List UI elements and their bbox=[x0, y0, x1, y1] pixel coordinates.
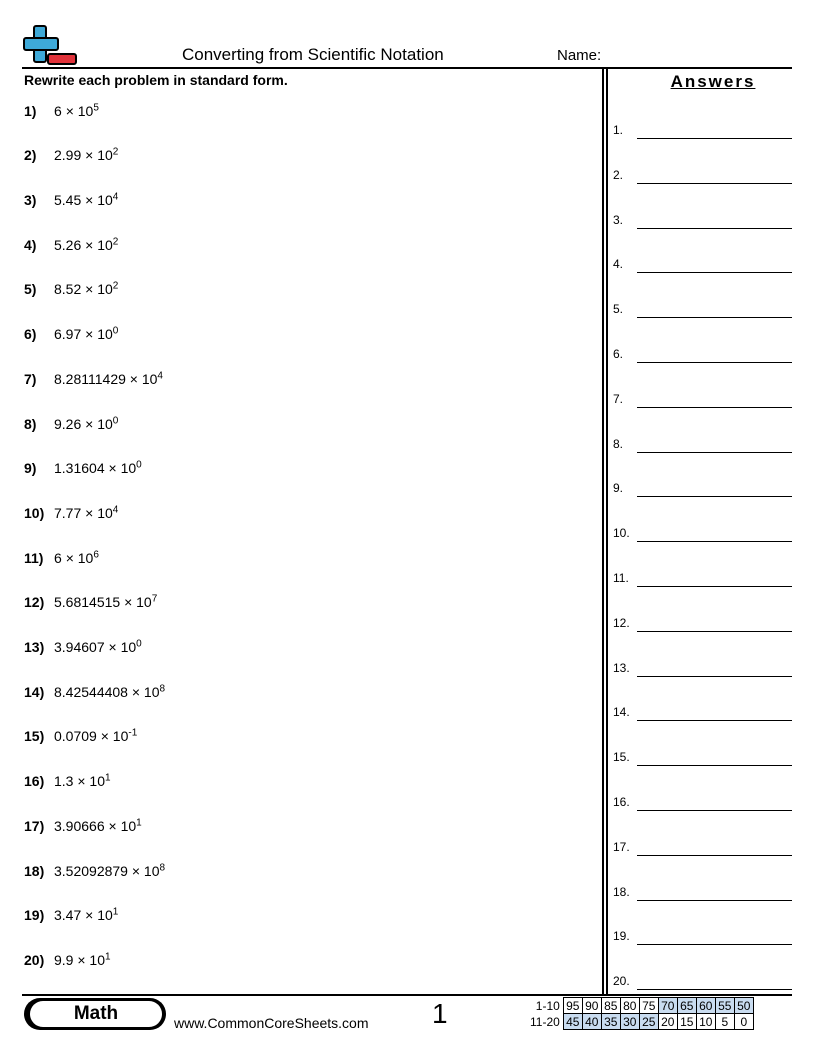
answer-line[interactable] bbox=[637, 944, 792, 945]
problem-number: 1) bbox=[24, 102, 37, 119]
answer-row-8[interactable] bbox=[613, 433, 792, 453]
problem-17 bbox=[24, 817, 142, 841]
answer-line[interactable] bbox=[637, 183, 792, 184]
times-ten: × 10 bbox=[85, 192, 113, 209]
score-row bbox=[528, 998, 753, 1014]
problem-expression bbox=[54, 907, 118, 923]
problem-number: 7) bbox=[24, 370, 37, 387]
problem-number: 11) bbox=[24, 549, 44, 566]
problem-number: 15) bbox=[24, 728, 45, 745]
score-cell: 0 bbox=[734, 1014, 753, 1030]
score-table bbox=[528, 997, 754, 1030]
problem-expression bbox=[54, 728, 137, 744]
times-ten: × 10 bbox=[85, 326, 113, 343]
coefficient: 5.45 bbox=[54, 192, 82, 209]
answer-row-7[interactable] bbox=[613, 388, 792, 408]
answer-label: 4. bbox=[613, 257, 624, 272]
exponent: 0 bbox=[136, 638, 142, 650]
times-ten: × 10 bbox=[129, 370, 158, 387]
problem-expression bbox=[54, 639, 142, 655]
answer-label: 2. bbox=[613, 167, 624, 182]
times-ten: × 10 bbox=[77, 773, 105, 790]
header-rule bbox=[22, 67, 792, 69]
answer-line[interactable] bbox=[637, 676, 792, 677]
problem-15 bbox=[24, 728, 137, 752]
answer-line[interactable] bbox=[637, 720, 792, 721]
answer-label: 3. bbox=[613, 212, 624, 227]
subject-label: Math bbox=[30, 1001, 162, 1027]
column-divider bbox=[602, 69, 604, 995]
problem-expression bbox=[54, 281, 118, 297]
exponent: 0 bbox=[112, 325, 119, 337]
problem-11 bbox=[24, 549, 99, 573]
plus-minus-logo-icon bbox=[22, 24, 80, 68]
score-cell: 60 bbox=[696, 998, 715, 1014]
score-cell: 40 bbox=[582, 1014, 601, 1030]
problem-number: 17) bbox=[24, 817, 45, 834]
exponent: 2 bbox=[112, 146, 119, 158]
times-ten: × 10 bbox=[100, 728, 129, 745]
coefficient: 3.52092879 bbox=[54, 862, 128, 879]
times-ten: × 10 bbox=[85, 147, 113, 164]
coefficient: 8.52 bbox=[54, 281, 82, 298]
answer-label: 18. bbox=[613, 884, 630, 899]
problem-expression bbox=[54, 773, 111, 789]
exponent: 0 bbox=[136, 459, 142, 471]
problem-number: 5) bbox=[24, 281, 37, 298]
column-divider-inner bbox=[606, 69, 608, 995]
problem-expression bbox=[54, 237, 118, 253]
score-cell: 50 bbox=[734, 998, 753, 1014]
name-label: Name: bbox=[557, 47, 602, 64]
times-ten: × 10 bbox=[108, 817, 137, 834]
answer-label: 14. bbox=[613, 705, 630, 720]
answer-label: 8. bbox=[613, 436, 624, 451]
problem-number: 9) bbox=[24, 460, 37, 477]
problem-20 bbox=[24, 951, 111, 975]
answer-line[interactable] bbox=[637, 631, 792, 632]
answer-line[interactable] bbox=[637, 407, 792, 408]
answer-row-13[interactable] bbox=[613, 657, 792, 677]
times-ten: × 10 bbox=[124, 594, 152, 611]
answer-row-14[interactable] bbox=[613, 701, 792, 721]
answer-row-11[interactable] bbox=[613, 567, 792, 587]
answer-label: 5. bbox=[613, 302, 624, 317]
score-cell: 65 bbox=[677, 998, 696, 1014]
problem-expression bbox=[54, 863, 165, 879]
problem-number: 10) bbox=[24, 504, 45, 521]
coefficient: 8.28111429 bbox=[54, 370, 126, 387]
score-cell: 15 bbox=[677, 1014, 696, 1030]
exponent: 6 bbox=[93, 549, 99, 560]
score-cell: 25 bbox=[639, 1014, 658, 1030]
answer-row-6[interactable] bbox=[613, 343, 792, 363]
problem-3 bbox=[24, 191, 118, 215]
exponent: 0 bbox=[112, 414, 119, 426]
problem-expression bbox=[54, 550, 99, 566]
coefficient: 6.97 bbox=[54, 326, 82, 343]
coefficient: 0.0709 bbox=[54, 728, 97, 745]
answer-row-2[interactable] bbox=[613, 164, 792, 184]
answer-label: 9. bbox=[613, 481, 624, 496]
answer-line[interactable] bbox=[637, 138, 792, 139]
answer-label: 7. bbox=[613, 391, 624, 406]
problem-expression bbox=[54, 818, 142, 834]
page-number: 1 bbox=[432, 998, 448, 1029]
footer-rule bbox=[22, 994, 792, 996]
answer-label: 6. bbox=[613, 347, 624, 361]
exponent: 2 bbox=[112, 280, 119, 292]
times-ten: × 10 bbox=[77, 951, 105, 968]
times-ten: × 10 bbox=[85, 281, 113, 298]
answer-row-15[interactable] bbox=[613, 746, 792, 766]
score-cell: 70 bbox=[658, 998, 677, 1014]
problem-4 bbox=[24, 236, 118, 260]
answer-line[interactable] bbox=[637, 362, 792, 363]
times-ten: × 10 bbox=[65, 102, 94, 119]
answer-line[interactable] bbox=[637, 228, 792, 229]
answer-label: 11. bbox=[613, 571, 629, 585]
coefficient: 6 bbox=[54, 549, 62, 566]
coefficient: 7.77 bbox=[54, 504, 82, 521]
problem-expression bbox=[54, 326, 118, 342]
answer-row-1[interactable] bbox=[613, 119, 792, 139]
times-ten: × 10 bbox=[108, 460, 137, 477]
answer-row-17[interactable] bbox=[613, 836, 792, 856]
problem-number: 16) bbox=[24, 773, 45, 790]
answer-line[interactable] bbox=[637, 496, 792, 497]
score-cell: 10 bbox=[696, 1014, 715, 1030]
coefficient: 8.42544408 bbox=[54, 683, 128, 700]
answer-row-12[interactable] bbox=[613, 612, 792, 632]
problem-expression bbox=[54, 505, 118, 521]
times-ten: × 10 bbox=[108, 639, 137, 656]
times-ten: × 10 bbox=[85, 415, 113, 432]
exponent: 8 bbox=[159, 861, 166, 873]
problem-expression bbox=[54, 103, 99, 119]
answer-label: 12. bbox=[613, 615, 630, 630]
coefficient: 3.47 bbox=[54, 907, 82, 924]
exponent: 4 bbox=[112, 504, 119, 516]
exponent: 4 bbox=[112, 191, 119, 203]
answer-row-10[interactable] bbox=[613, 522, 792, 542]
exponent: 1 bbox=[105, 951, 111, 963]
problem-number: 4) bbox=[24, 236, 37, 253]
answer-line[interactable] bbox=[637, 541, 792, 542]
answer-row-18[interactable] bbox=[613, 881, 792, 901]
score-cell: 20 bbox=[658, 1014, 677, 1030]
problem-14 bbox=[24, 683, 165, 707]
problem-expression bbox=[54, 460, 142, 476]
answer-line[interactable] bbox=[637, 765, 792, 766]
times-ten: × 10 bbox=[85, 236, 113, 253]
answer-line[interactable] bbox=[637, 989, 792, 990]
answer-line[interactable] bbox=[637, 810, 792, 811]
answer-label: 10. bbox=[613, 526, 630, 541]
score-cell: 30 bbox=[620, 1014, 639, 1030]
coefficient: 3.90666 bbox=[54, 817, 105, 834]
problem-expression bbox=[54, 371, 163, 387]
problem-number: 20) bbox=[24, 951, 45, 968]
worksheet-title: Converting from Scientific Notation bbox=[182, 45, 444, 64]
coefficient: 9.9 bbox=[54, 951, 74, 968]
problem-expression bbox=[54, 952, 111, 968]
problem-expression bbox=[54, 147, 118, 163]
problem-6 bbox=[24, 326, 118, 350]
problem-2 bbox=[24, 147, 118, 171]
problem-number: 6) bbox=[24, 326, 37, 343]
answer-row-9[interactable] bbox=[613, 477, 792, 497]
coefficient: 1.3 bbox=[54, 773, 74, 790]
exponent: 2 bbox=[112, 236, 119, 248]
exponent: 4 bbox=[157, 370, 163, 382]
answer-line[interactable] bbox=[637, 855, 792, 856]
times-ten: × 10 bbox=[65, 549, 94, 566]
times-ten: × 10 bbox=[85, 504, 113, 521]
score-cell: 75 bbox=[639, 998, 658, 1014]
website-link: www.CommonCoreSheets.com bbox=[174, 1015, 369, 1031]
exponent: 7 bbox=[151, 593, 158, 605]
answer-label: 16. bbox=[613, 795, 630, 809]
problem-13 bbox=[24, 638, 142, 662]
answer-line[interactable] bbox=[637, 272, 792, 273]
answer-label: 1. bbox=[613, 123, 624, 137]
answer-line[interactable] bbox=[637, 317, 792, 318]
problem-1 bbox=[24, 102, 99, 126]
times-ten: × 10 bbox=[85, 907, 113, 924]
coefficient: 5.6814515 bbox=[54, 594, 121, 611]
coefficient: 1.31604 bbox=[54, 460, 105, 477]
score-cell: 45 bbox=[563, 1014, 582, 1030]
score-cell: 5 bbox=[715, 1014, 734, 1030]
problem-number: 18) bbox=[24, 862, 45, 879]
answer-label: 20. bbox=[613, 974, 630, 989]
answer-row-20[interactable] bbox=[613, 970, 792, 990]
problem-number: 13) bbox=[24, 639, 45, 656]
coefficient: 3.94607 bbox=[54, 639, 105, 656]
problem-9 bbox=[24, 460, 142, 484]
coefficient: 6 bbox=[54, 102, 62, 119]
answer-row-5[interactable] bbox=[613, 298, 792, 318]
answer-label: 19. bbox=[613, 929, 630, 944]
problem-16 bbox=[24, 773, 111, 797]
answer-row-19[interactable] bbox=[613, 925, 792, 945]
problem-10 bbox=[24, 504, 118, 528]
problem-5 bbox=[24, 281, 118, 305]
score-cell: 85 bbox=[601, 998, 620, 1014]
times-ten: × 10 bbox=[131, 683, 160, 700]
exponent: -1 bbox=[128, 727, 138, 739]
score-row bbox=[528, 1014, 753, 1030]
problem-8 bbox=[24, 415, 118, 439]
problem-number: 12) bbox=[24, 594, 45, 611]
score-cell: 90 bbox=[582, 998, 601, 1014]
answer-row-16[interactable] bbox=[613, 791, 792, 811]
problem-expression bbox=[54, 192, 118, 208]
problem-18 bbox=[24, 862, 165, 886]
problem-expression bbox=[54, 684, 165, 700]
answer-line[interactable] bbox=[637, 452, 792, 453]
problem-19 bbox=[24, 907, 118, 931]
score-cell: 55 bbox=[715, 998, 734, 1014]
answers-heading: Answers bbox=[670, 72, 756, 91]
problem-expression bbox=[54, 416, 118, 432]
problem-number: 19) bbox=[24, 907, 45, 924]
coefficient: 9.26 bbox=[54, 415, 82, 432]
score-cell: 95 bbox=[563, 998, 582, 1014]
instructions: Rewrite each problem in standard form. bbox=[24, 72, 288, 88]
coefficient: 5.26 bbox=[54, 236, 82, 253]
score-row-label: 11-20 bbox=[530, 1014, 560, 1029]
score-row-label: 1-10 bbox=[535, 998, 560, 1013]
problem-expression bbox=[54, 594, 157, 610]
answer-label: 17. bbox=[613, 839, 630, 854]
exponent: 8 bbox=[159, 683, 166, 695]
coefficient: 2.99 bbox=[54, 147, 82, 164]
exponent: 1 bbox=[105, 772, 111, 784]
answer-row-3[interactable] bbox=[613, 209, 792, 229]
score-cell: 80 bbox=[620, 998, 639, 1014]
answer-label: 13. bbox=[613, 660, 630, 675]
problem-number: 3) bbox=[24, 192, 37, 209]
times-ten: × 10 bbox=[131, 862, 160, 879]
problem-12 bbox=[24, 594, 157, 618]
answer-line[interactable] bbox=[637, 900, 792, 901]
score-cell: 35 bbox=[601, 1014, 620, 1030]
answer-label: 15. bbox=[613, 750, 630, 765]
exponent: 1 bbox=[112, 906, 119, 918]
problem-number: 14) bbox=[24, 683, 45, 700]
problem-7 bbox=[24, 370, 163, 394]
answer-line[interactable] bbox=[637, 586, 792, 587]
problem-number: 2) bbox=[24, 147, 37, 164]
problem-number: 8) bbox=[24, 415, 37, 432]
exponent: 5 bbox=[93, 102, 99, 113]
exponent: 1 bbox=[136, 817, 142, 829]
answer-row-4[interactable] bbox=[613, 253, 792, 273]
